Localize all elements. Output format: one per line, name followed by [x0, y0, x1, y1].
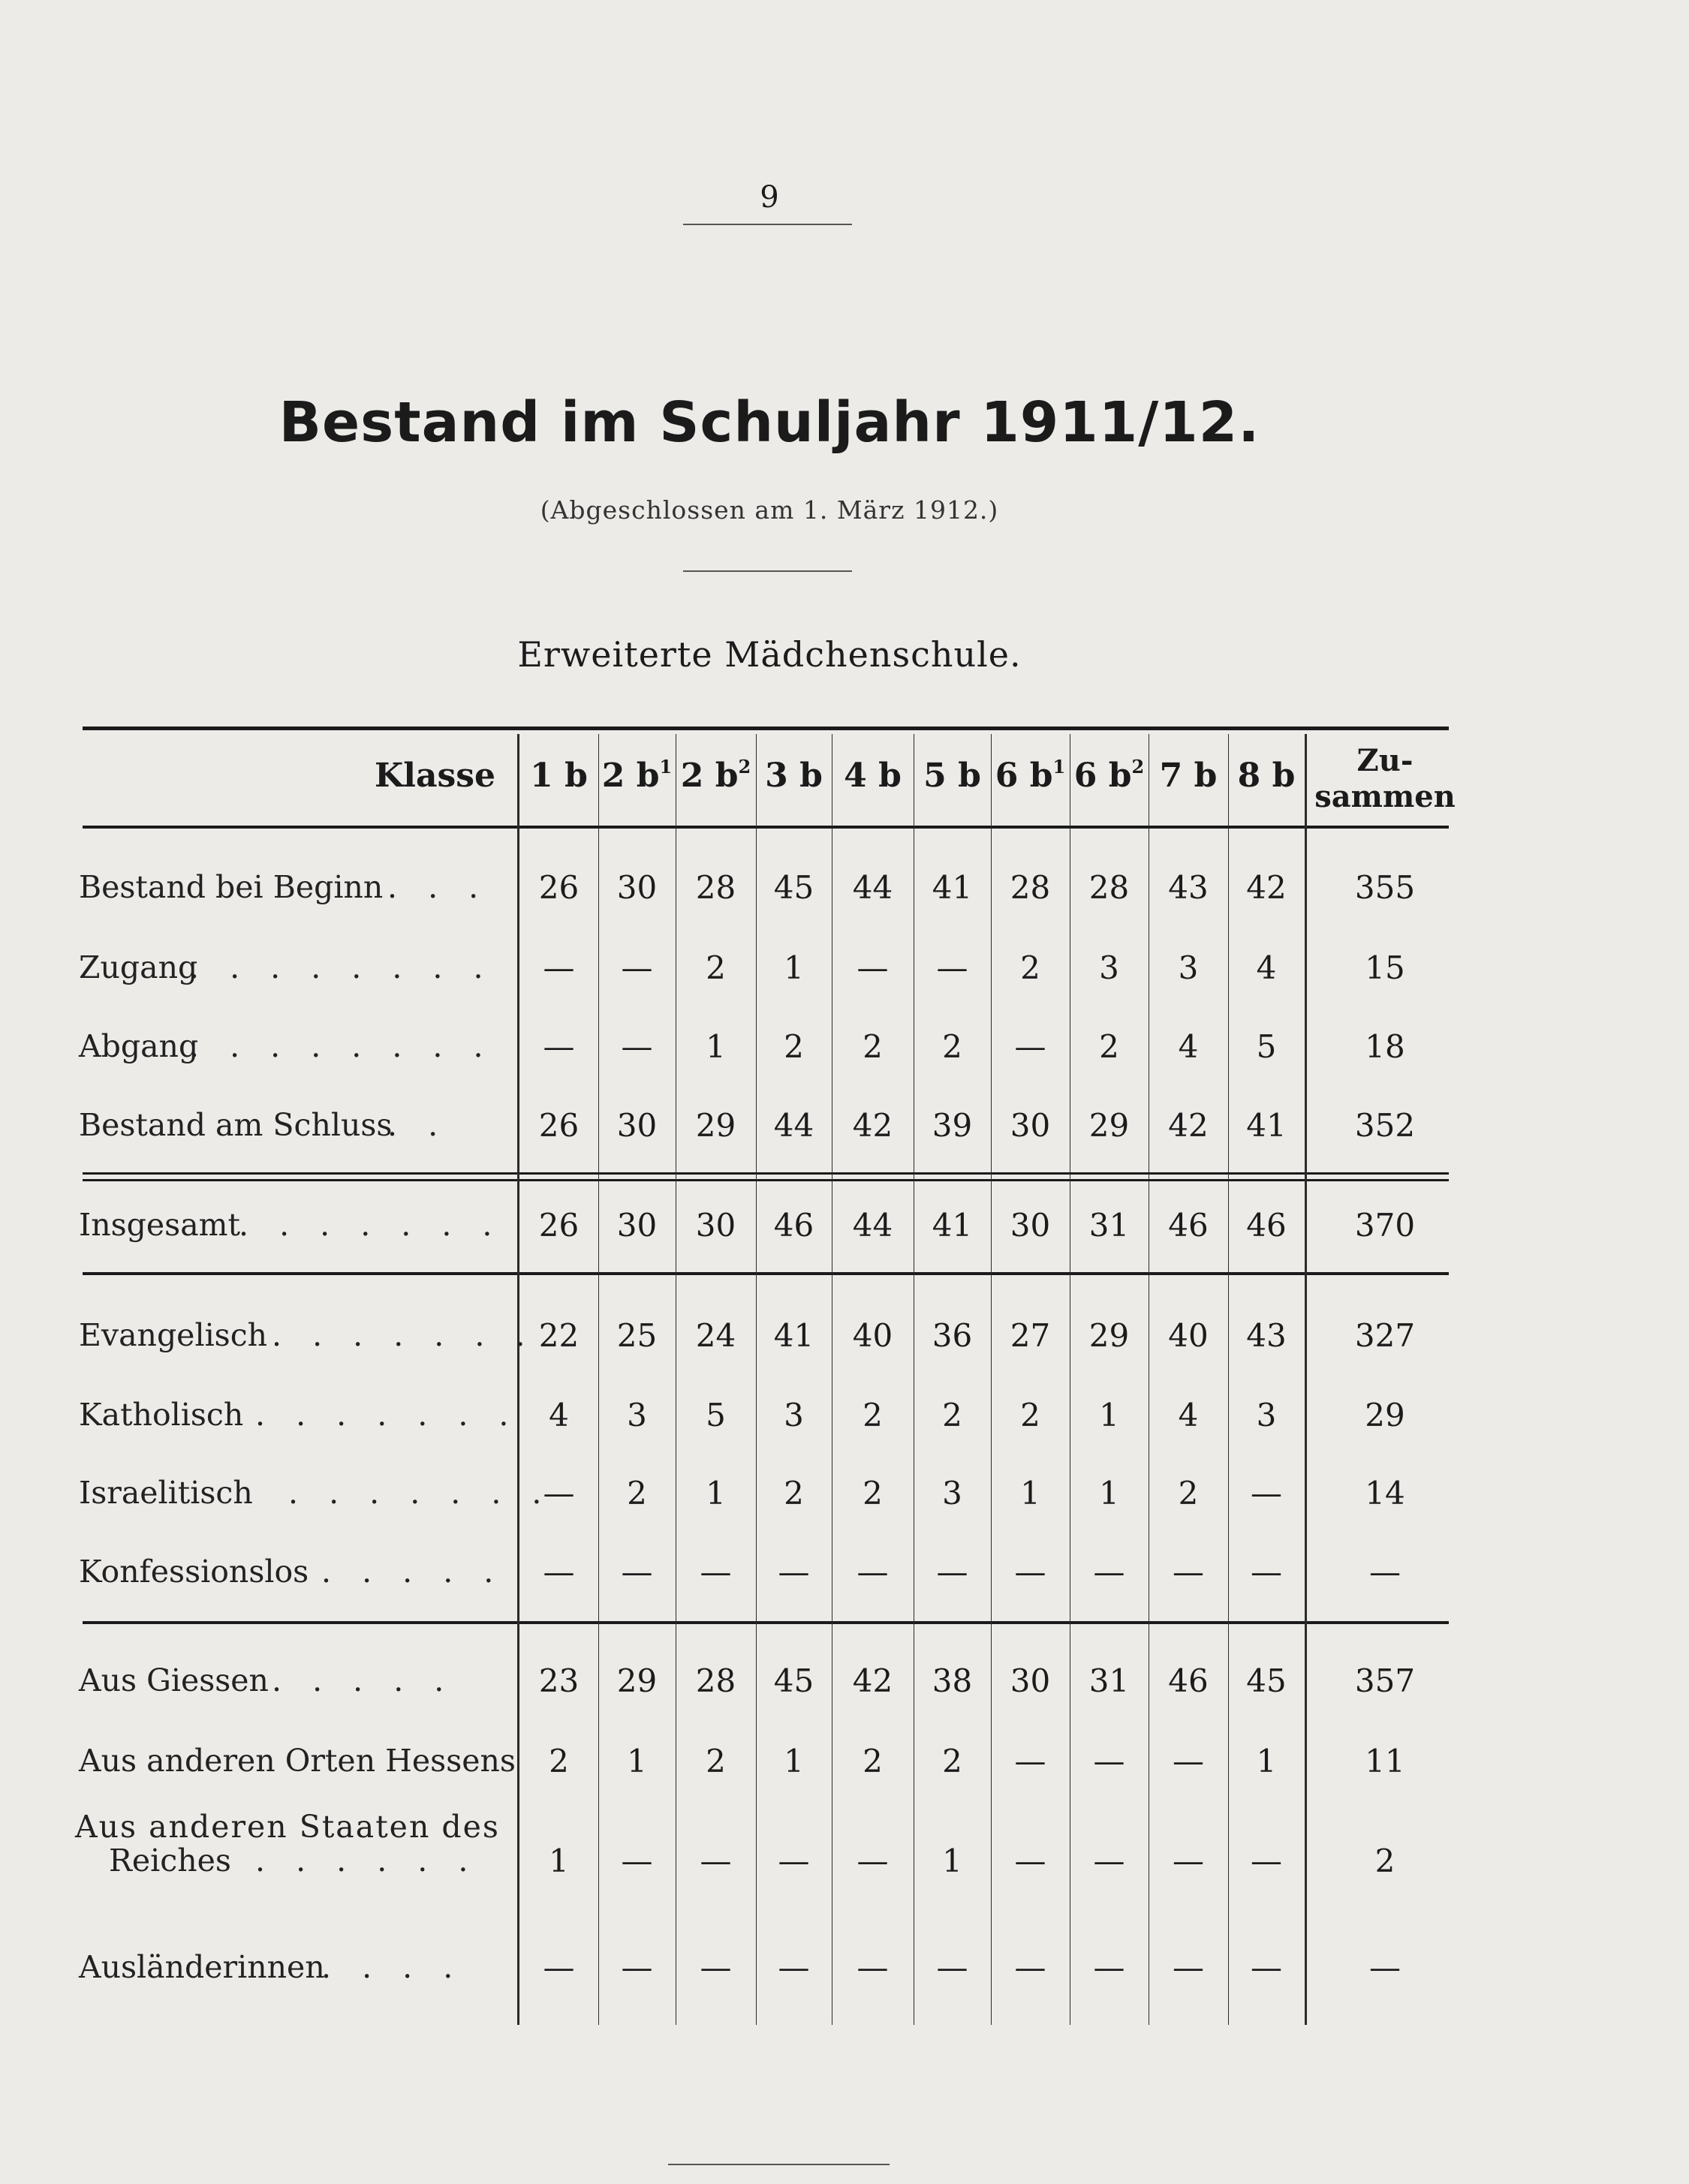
table-cell: 1: [1099, 1397, 1119, 1433]
table-cell: —: [543, 1949, 575, 1986]
table-cell: 3: [784, 1397, 804, 1433]
row-label-continued: Reiches: [109, 1843, 231, 1879]
table-cell: 29: [616, 1662, 658, 1699]
table-cell: 31: [1088, 1662, 1130, 1699]
table-cell: 2: [942, 1028, 962, 1065]
table-cell: —: [936, 949, 968, 986]
table-cell: 44: [773, 1107, 814, 1144]
table-cell: 2: [863, 1475, 883, 1512]
table-cell: 26: [538, 869, 580, 906]
column-header: 3 b: [765, 757, 823, 795]
group-rule-3: [83, 1621, 1449, 1624]
table-cell: 42: [852, 1107, 893, 1144]
column-header-superscript: 1: [1052, 756, 1066, 778]
table-cell: 3: [1099, 949, 1119, 986]
table-cell: 1: [1099, 1475, 1119, 1512]
table-cell: 41: [932, 869, 973, 906]
table-cell: —: [700, 1843, 732, 1879]
table-cell: —: [621, 949, 653, 986]
table-cell: —: [778, 1554, 810, 1590]
column-header-superscript: 2: [738, 756, 751, 778]
table-cell: 26: [538, 1207, 580, 1244]
table-cell: 45: [773, 869, 814, 906]
table-cell: 2: [706, 949, 726, 986]
table-cell: 3: [627, 1397, 647, 1433]
column-header: 8 b: [1237, 757, 1296, 795]
table-cell: 29: [1088, 1317, 1130, 1354]
table-cell: —: [1014, 1743, 1046, 1779]
row-label-dots: . . . . .: [272, 1662, 455, 1698]
column-header: 6 $b^2$: [1073, 756, 1145, 795]
table-cell: 28: [695, 1662, 736, 1699]
row-label: Evangelisch: [79, 1317, 268, 1353]
table-cell: 38: [932, 1662, 973, 1699]
table-cell: 30: [1010, 1107, 1051, 1144]
table-cell: —: [543, 1028, 575, 1065]
column-rule: [756, 734, 757, 2025]
row-label: Aus anderen Staaten des: [75, 1809, 500, 1845]
bottom-divider: [668, 2164, 890, 2165]
table-cell: 23: [538, 1662, 580, 1699]
column-header: 4 b: [844, 757, 902, 795]
row-label: Konfessionslos: [79, 1554, 309, 1590]
row-total: 29: [1365, 1397, 1405, 1433]
row-label: Bestand am Schluss: [79, 1107, 393, 1143]
group-rule-2: [83, 1272, 1449, 1275]
column-rule: [1228, 734, 1229, 2025]
table-cell: 29: [1088, 1107, 1130, 1144]
row-total: 352: [1354, 1107, 1416, 1144]
table-cell: —: [778, 1843, 810, 1879]
page-title: Bestand im Schuljahr 1911/12.: [278, 390, 1260, 455]
column-header-superscript: 2: [1131, 756, 1145, 778]
column-header-superscript: 1: [659, 756, 673, 778]
row-total: 370: [1354, 1207, 1416, 1244]
table-cell: 40: [1168, 1317, 1209, 1354]
table-cell: 25: [616, 1317, 658, 1354]
table-cell: 28: [1010, 869, 1051, 906]
column-header: 1 b: [530, 757, 588, 795]
table-cell: —: [621, 1554, 653, 1590]
table-top-rule: [83, 726, 1449, 730]
table-cell: —: [700, 1949, 732, 1986]
table-cell: 2: [784, 1475, 804, 1512]
table-cell: 30: [616, 869, 658, 906]
table-cell: 44: [852, 1207, 893, 1244]
table-cell: —: [1173, 1554, 1204, 1590]
total-header-line2: sammen: [1314, 779, 1456, 814]
table-cell: 22: [538, 1317, 580, 1354]
table-cell: 1: [942, 1843, 962, 1879]
table-cell: 41: [932, 1207, 973, 1244]
table-cell: 28: [695, 869, 736, 906]
top-divider: [683, 224, 852, 225]
title-divider: [683, 570, 852, 572]
table-cell: 36: [932, 1317, 973, 1354]
table-cell: 28: [1088, 869, 1130, 906]
table-cell: —: [1251, 1475, 1282, 1512]
table-cell: 41: [1246, 1107, 1287, 1144]
row-total: 355: [1354, 869, 1416, 906]
table-cell: —: [1014, 1554, 1046, 1590]
label-column-rule: [517, 734, 519, 2025]
row-label-dots: . . . . .: [321, 1554, 504, 1590]
row-label-dots: . .: [387, 1107, 449, 1143]
table-cell: 2: [1020, 949, 1040, 986]
row-label: Ausländerinnen: [79, 1949, 325, 1985]
table-cell: 1: [1256, 1743, 1277, 1779]
table-cell: —: [1173, 1949, 1204, 1986]
table-cell: —: [1173, 1843, 1204, 1879]
table-cell: 30: [616, 1107, 658, 1144]
table-cell: 2: [863, 1743, 883, 1779]
table-cell: 5: [706, 1397, 726, 1433]
table-cell: 2: [1020, 1397, 1040, 1433]
table-cell: —: [778, 1949, 810, 1986]
table-cell: 30: [1010, 1207, 1051, 1244]
row-label-dots: . . .: [387, 869, 489, 905]
total-header-line1: Zu-: [1356, 743, 1414, 778]
table-cell: 46: [1168, 1662, 1209, 1699]
table-cell: —: [936, 1949, 968, 1986]
table-cell: 42: [1246, 869, 1287, 906]
table-cell: 3: [942, 1475, 962, 1512]
row-label-dots: . . . . . . .: [239, 1207, 503, 1243]
header-klasse: Klasse: [374, 757, 495, 795]
table-cell: —: [936, 1554, 968, 1590]
table-cell: 1: [706, 1028, 726, 1065]
table-cell: —: [1093, 1554, 1125, 1590]
table-cell: —: [1093, 1743, 1125, 1779]
table-cell: 2: [627, 1475, 647, 1512]
table-cell: —: [1093, 1949, 1125, 1986]
table-cell: —: [700, 1554, 732, 1590]
row-label-dots: . . . .: [321, 1949, 464, 1985]
table-cell: —: [543, 1475, 575, 1512]
table-cell: 4: [549, 1397, 569, 1433]
table-cell: 4: [1178, 1028, 1199, 1065]
table-cell: 2: [784, 1028, 804, 1065]
table-cell: 1: [627, 1743, 647, 1779]
row-label-dots: . . . . . . . .: [189, 949, 494, 985]
column-rule: [598, 734, 599, 2025]
table-cell: 1: [784, 1743, 804, 1779]
column-header: 6 $b^1$: [995, 756, 1066, 795]
row-total: 15: [1365, 949, 1405, 986]
table-cell: 30: [1010, 1662, 1051, 1699]
table-cell: 29: [695, 1107, 736, 1144]
table-cell: 42: [852, 1662, 893, 1699]
table-cell: —: [621, 1843, 653, 1879]
row-label: Zugang: [79, 949, 198, 985]
table-cell: —: [857, 949, 889, 986]
group-rule-1a: [83, 1172, 1449, 1175]
row-total: 2: [1374, 1843, 1395, 1879]
table-cell: —: [543, 1554, 575, 1590]
group-rule-1b: [83, 1179, 1449, 1181]
table-cell: 5: [1256, 1028, 1277, 1065]
column-header: 2 $b^1$: [601, 756, 673, 795]
section-title: Erweiterte Mädchenschule.: [517, 634, 1022, 675]
table-cell: 2: [706, 1743, 726, 1779]
header-bottom-rule: [83, 826, 1449, 829]
table-cell: 2: [863, 1397, 883, 1433]
table-cell: —: [1014, 1028, 1046, 1065]
table-cell: 1: [549, 1843, 569, 1879]
table-cell: —: [1251, 1843, 1282, 1879]
table-cell: 2: [863, 1028, 883, 1065]
table-cell: 27: [1010, 1317, 1051, 1354]
row-label: Bestand bei Beginn: [79, 869, 384, 905]
table-cell: 45: [1246, 1662, 1287, 1699]
table-cell: 31: [1088, 1207, 1130, 1244]
row-label-dots: . . . . . . .: [288, 1475, 552, 1511]
row-label: Abgang: [79, 1028, 199, 1064]
row-label: Aus Giessen: [79, 1662, 269, 1698]
table-cell: 2: [942, 1397, 962, 1433]
table-cell: 4: [1256, 949, 1277, 986]
row-label: Katholisch: [79, 1397, 244, 1433]
row-total: 327: [1354, 1317, 1416, 1354]
row-label-dots: . . . . . . .: [272, 1317, 536, 1353]
row-label-dots: . . . . . .: [255, 1843, 479, 1879]
row-total: 11: [1365, 1743, 1405, 1779]
table-cell: 4: [1178, 1397, 1199, 1433]
row-label-dots: . . . . . . . .: [189, 1028, 494, 1064]
table-cell: 3: [1178, 949, 1199, 986]
total-header: [1310, 743, 1460, 815]
row-total: 14: [1365, 1475, 1405, 1512]
table-cell: 2: [942, 1743, 962, 1779]
table-cell: 3: [1256, 1397, 1277, 1433]
table-cell: 30: [616, 1207, 658, 1244]
table-cell: 42: [1168, 1107, 1209, 1144]
table-cell: 2: [1178, 1475, 1199, 1512]
table-cell: 1: [1020, 1475, 1040, 1512]
table-cell: —: [1093, 1843, 1125, 1879]
table-cell: 2: [1099, 1028, 1119, 1065]
page-subtitle: (Abgeschlossen am 1. März 1912.): [540, 495, 999, 525]
table-cell: —: [857, 1949, 889, 1986]
table-cell: —: [1014, 1843, 1046, 1879]
row-total: —: [1369, 1949, 1401, 1986]
row-label-dots: . . . . . . .: [255, 1397, 519, 1433]
column-header: 7 b: [1159, 757, 1218, 795]
row-label: Aus anderen Orten Hessens: [79, 1743, 516, 1779]
table-cell: 43: [1246, 1317, 1287, 1354]
table-cell: —: [621, 1949, 653, 1986]
table-cell: 2: [549, 1743, 569, 1779]
table-cell: —: [1014, 1949, 1046, 1986]
table-cell: 30: [695, 1207, 736, 1244]
table-cell: 39: [932, 1107, 973, 1144]
column-header: 2 $b^2$: [680, 756, 751, 795]
row-total: 18: [1365, 1028, 1405, 1065]
column-header: 5 b: [923, 757, 981, 795]
row-label: Insgesamt: [79, 1207, 240, 1243]
row-label: Israelitisch: [79, 1475, 253, 1511]
table-cell: 46: [773, 1207, 814, 1244]
table-cell: —: [857, 1843, 889, 1879]
table-cell: —: [1251, 1949, 1282, 1986]
row-total: 357: [1354, 1662, 1416, 1699]
table-cell: —: [543, 949, 575, 986]
page-number: 9: [760, 180, 779, 215]
table-cell: —: [857, 1554, 889, 1590]
table-cell: 26: [538, 1107, 580, 1144]
table-cell: 41: [773, 1317, 814, 1354]
table-cell: 1: [784, 949, 804, 986]
table-cell: 24: [695, 1317, 736, 1354]
total-column-rule: [1305, 734, 1307, 2025]
table-cell: 45: [773, 1662, 814, 1699]
row-total: —: [1369, 1554, 1401, 1590]
table-cell: 43: [1168, 869, 1209, 906]
table-cell: 44: [852, 869, 893, 906]
table-cell: —: [1251, 1554, 1282, 1590]
table-cell: 46: [1168, 1207, 1209, 1244]
table-cell: —: [1173, 1743, 1204, 1779]
table-cell: —: [621, 1028, 653, 1065]
table-cell: 40: [852, 1317, 893, 1354]
column-rule: [991, 734, 992, 2025]
table-cell: 46: [1246, 1207, 1287, 1244]
table-cell: 1: [706, 1475, 726, 1512]
